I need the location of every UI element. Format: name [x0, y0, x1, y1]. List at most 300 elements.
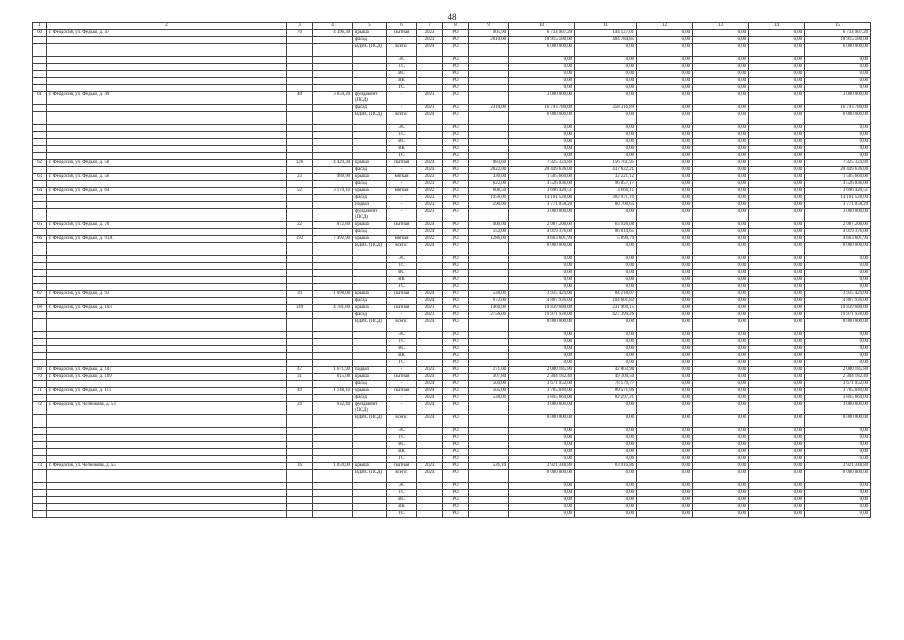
cell-cost: 8 000 000,00 — [509, 44, 575, 57]
cell-value-13: 0,00 — [693, 85, 749, 92]
cell-row-number — [33, 353, 47, 360]
cell-value-12: 0,00 — [637, 402, 693, 415]
cell-source: РО — [443, 449, 469, 456]
cell-value-12: 0,00 — [637, 442, 693, 449]
cell-area — [313, 504, 353, 511]
cell-value-14: 0,00 — [749, 174, 805, 181]
cell-work-type: крыша — [353, 30, 387, 37]
cell-address — [47, 470, 287, 483]
cell-value-13: 0,00 — [693, 30, 749, 37]
cell-volume — [469, 139, 509, 146]
cell-source: РО — [443, 270, 469, 277]
cell-flats: 49 — [287, 388, 313, 395]
cell-flats — [287, 312, 313, 319]
cell-volume — [469, 256, 509, 263]
cell-area — [313, 146, 353, 153]
cell-value-11: 0,00 — [575, 319, 637, 332]
table-row — [33, 174, 871, 181]
cell-total: 8 000 000,00 — [805, 319, 871, 332]
cell-total: 0,00 — [805, 346, 871, 353]
cell-year — [417, 270, 443, 277]
table-row — [33, 402, 871, 415]
table-row — [33, 511, 871, 518]
cell-value-13: 0,00 — [693, 160, 749, 167]
cell-flats — [287, 44, 313, 57]
cell-volume — [469, 146, 509, 153]
cell-area — [313, 270, 353, 277]
cell-source: РО — [443, 381, 469, 388]
table-row — [33, 353, 871, 360]
cell-row-number — [33, 435, 47, 442]
cell-address: г. Феодосия, ул. Федько, д. 107 — [47, 367, 287, 374]
cell-address: г. Феодосия, ул. Федько, д. 109 — [47, 374, 287, 381]
cell-address — [47, 146, 287, 153]
table-row — [33, 222, 871, 229]
cell-area: 932,40 — [313, 402, 353, 415]
cell-row-number — [33, 298, 47, 305]
cell-row-number — [33, 139, 47, 146]
cell-value-14: 0,00 — [749, 37, 805, 44]
cell-work-type: фасад — [353, 312, 387, 319]
cell-value-12: 0,00 — [637, 339, 693, 346]
cell-volume: 1956,00 — [469, 195, 509, 202]
table-row — [33, 167, 871, 174]
cell-address — [47, 209, 287, 222]
cell-row-number: 62 — [33, 160, 47, 167]
cell-value-13: 0,00 — [693, 195, 749, 202]
cell-value-12: 0,00 — [637, 229, 693, 236]
cell-area — [313, 381, 353, 388]
cell-area — [313, 209, 353, 222]
cell-value-11: 0,00 — [575, 44, 637, 57]
cell-value-11: 0,00 — [575, 92, 637, 105]
cell-value-12: 0,00 — [637, 243, 693, 256]
cell-address — [47, 497, 287, 504]
cell-source: РО — [443, 298, 469, 305]
cell-flats — [287, 497, 313, 504]
cell-cost: 0,00 — [509, 57, 575, 64]
cell-cost: 2 987 200,00 — [509, 222, 575, 229]
cell-source: РО — [443, 504, 469, 511]
cell-row-number: 63 — [33, 174, 47, 181]
table-row — [33, 298, 871, 305]
cell-total: 3 000 000,00 — [805, 92, 871, 105]
cell-work-subtype: ТС — [387, 339, 417, 346]
table-row — [33, 209, 871, 222]
cell-row-number — [33, 78, 47, 85]
cell-address — [47, 270, 287, 277]
cell-address — [47, 511, 287, 518]
cell-volume: 528,00 — [469, 395, 509, 402]
cell-flats — [287, 112, 313, 125]
cell-work-type: фасад — [353, 395, 387, 402]
table-row — [33, 125, 871, 132]
table-row — [33, 270, 871, 277]
cell-work-subtype: ЭС — [387, 428, 417, 435]
cell-total: 0,00 — [805, 277, 871, 284]
cell-year: 2024 — [417, 388, 443, 395]
cell-value-11: 0,00 — [575, 428, 637, 435]
cell-total: 8 000 000,00 — [805, 470, 871, 483]
cell-volume: 590,00 — [469, 202, 509, 209]
cell-value-11: 404 784,85 — [575, 37, 637, 44]
cell-work-subtype: ГС — [387, 456, 417, 463]
cell-work-subtype: скатная — [387, 305, 417, 312]
cell-address — [47, 332, 287, 339]
cell-value-13: 0,00 — [693, 284, 749, 291]
cell-work-type: фундамент (ПСД) — [353, 402, 387, 415]
cell-value-12: 0,00 — [637, 483, 693, 490]
cell-address: г. Феодосия, ул. Федько, д. 49 — [47, 92, 287, 105]
cell-work-type: крыша — [353, 236, 387, 243]
cell-work-subtype: ТС — [387, 132, 417, 139]
cell-year: 2022 — [417, 195, 443, 202]
cell-year — [417, 483, 443, 490]
cell-work-subtype: - — [387, 92, 417, 105]
cell-value-13: 0,00 — [693, 346, 749, 353]
column-header: 3 — [287, 23, 313, 30]
cell-cost: 3 000 000,00 — [509, 92, 575, 105]
cell-value-13: 0,00 — [693, 339, 749, 346]
cell-area — [313, 442, 353, 449]
cell-value-11: 0,00 — [575, 490, 637, 497]
cell-value-13: 0,00 — [693, 209, 749, 222]
cell-value-13: 0,00 — [693, 270, 749, 277]
cell-total: 3 935 424,00 — [805, 291, 871, 298]
cell-value-12: 0,00 — [637, 78, 693, 85]
cell-year — [417, 497, 443, 504]
cell-flats: 23 — [287, 174, 313, 181]
cell-value-14: 0,00 — [749, 92, 805, 105]
cell-source: РО — [443, 291, 469, 298]
cell-address — [47, 78, 287, 85]
cell-work-subtype: скатная — [387, 160, 417, 167]
cell-cost: 3 935 424,00 — [509, 291, 575, 298]
cell-value-12: 0,00 — [637, 30, 693, 37]
cell-source: РО — [443, 125, 469, 132]
cell-total: 3 000 000,00 — [805, 402, 871, 415]
cell-source: РО — [443, 263, 469, 270]
cell-value-11: 78 579,77 — [575, 381, 637, 388]
cell-value-12: 0,00 — [637, 209, 693, 222]
cell-work-type — [353, 449, 387, 456]
cell-area — [313, 44, 353, 57]
cell-value-12: 0,00 — [637, 44, 693, 57]
cell-year — [417, 360, 443, 367]
cell-value-11: 0,00 — [575, 85, 637, 92]
cell-cost: 0,00 — [509, 270, 575, 277]
column-header: 7 — [417, 23, 443, 30]
table-row — [33, 30, 871, 37]
cell-value-14: 0,00 — [749, 236, 805, 243]
cell-year: 2024 — [417, 415, 443, 428]
cell-value-14: 0,00 — [749, 85, 805, 92]
cell-flats — [287, 167, 313, 174]
cell-cost: 0,00 — [509, 483, 575, 490]
cell-source: РО — [443, 167, 469, 174]
cell-area: 3 059,20 — [313, 92, 353, 105]
cell-volume — [469, 270, 509, 277]
cell-year — [417, 449, 443, 456]
cell-work-type — [353, 353, 387, 360]
table-row — [33, 346, 871, 353]
cell-value-13: 0,00 — [693, 402, 749, 415]
cell-address — [47, 229, 287, 236]
cell-work-subtype: ЭС — [387, 483, 417, 490]
column-header: 10 — [509, 23, 575, 30]
cell-cost: 3 000 000,00 — [509, 209, 575, 222]
cell-value-12: 0,00 — [637, 305, 693, 312]
cell-total: 1 505 660,00 — [805, 174, 871, 181]
table-row — [33, 456, 871, 463]
cell-address — [47, 483, 287, 490]
cell-cost: 0,00 — [509, 85, 575, 92]
cell-address: г. Феодосия, ул. Челнокова, д. 55 — [47, 463, 287, 470]
cell-total: 0,00 — [805, 64, 871, 71]
cell-value-12: 0,00 — [637, 263, 693, 270]
cell-work-subtype: - — [387, 402, 417, 415]
cell-work-subtype: ВС — [387, 139, 417, 146]
cell-value-12: 0,00 — [637, 511, 693, 518]
cell-year: 2024 — [417, 222, 443, 229]
cell-cost: 18 915 180,00 — [509, 37, 575, 44]
cell-cost: 4 526 036,00 — [509, 181, 575, 188]
cell-value-13: 0,00 — [693, 92, 749, 105]
cell-flats — [287, 319, 313, 332]
cell-work-subtype: - — [387, 181, 417, 188]
cell-value-14: 0,00 — [749, 57, 805, 64]
cell-value-11: 0,00 — [575, 71, 637, 78]
cell-work-subtype: - — [387, 167, 417, 174]
cell-work-type — [353, 483, 387, 490]
cell-source: РО — [443, 202, 469, 209]
cell-work-type — [353, 277, 387, 284]
cell-volume: 505,00 — [469, 388, 509, 395]
cell-area — [313, 332, 353, 339]
cell-area — [313, 167, 353, 174]
cell-area — [313, 483, 353, 490]
cell-row-number — [33, 442, 47, 449]
cell-address: г. Феодосия, ул. Федько, д. 64 — [47, 188, 287, 195]
cell-value-11: 0,00 — [575, 209, 637, 222]
cell-work-type: фасад — [353, 167, 387, 174]
cell-cost: 4 887 936,00 — [509, 298, 575, 305]
cell-area — [313, 85, 353, 92]
cell-address — [47, 44, 287, 57]
cell-cost: 0,00 — [509, 277, 575, 284]
cell-work-subtype: мягкая — [387, 174, 417, 181]
cell-area — [313, 346, 353, 353]
cell-source: РО — [443, 71, 469, 78]
cell-value-12: 0,00 — [637, 298, 693, 305]
cell-value-12: 0,00 — [637, 85, 693, 92]
cell-work-subtype: скатная — [387, 291, 417, 298]
cell-work-type — [353, 339, 387, 346]
cell-value-14: 0,00 — [749, 483, 805, 490]
cell-total: 4 663 601,99 — [805, 236, 871, 243]
cell-work-subtype: - — [387, 395, 417, 402]
cell-value-11: 49 309,50 — [575, 374, 637, 381]
cell-work-type: фасад — [353, 381, 387, 388]
cell-value-12: 0,00 — [637, 125, 693, 132]
cell-work-type — [353, 146, 387, 153]
cell-value-12: 0,00 — [637, 222, 693, 229]
cell-total: 7 325 324,80 — [805, 160, 871, 167]
cell-flats — [287, 504, 313, 511]
cell-volume — [469, 402, 509, 415]
cell-area — [313, 490, 353, 497]
cell-total: 3 000 000,00 — [805, 209, 871, 222]
cell-volume: 608,50 — [469, 188, 509, 195]
cell-year — [417, 57, 443, 64]
cell-area — [313, 470, 353, 483]
cell-work-subtype: ТС — [387, 64, 417, 71]
cell-year — [417, 64, 443, 71]
cell-value-14: 0,00 — [749, 470, 805, 483]
cell-work-type: ВДИС (ПСД) — [353, 44, 387, 57]
cell-year: 2024 — [417, 470, 443, 483]
cell-address: г. Феодосия, ул. Федько, д. 47 — [47, 30, 287, 37]
cell-source: РО — [443, 442, 469, 449]
cell-address — [47, 442, 287, 449]
cell-total: 3 771 058,20 — [805, 202, 871, 209]
cell-address — [47, 64, 287, 71]
cell-value-12: 0,00 — [637, 504, 693, 511]
cell-area — [313, 112, 353, 125]
cell-row-number — [33, 332, 47, 339]
cell-volume — [469, 277, 509, 284]
cell-value-13: 0,00 — [693, 490, 749, 497]
cell-address — [47, 395, 287, 402]
cell-value-11: 80 571,86 — [575, 388, 637, 395]
cell-source: РО — [443, 139, 469, 146]
cell-total: 0,00 — [805, 125, 871, 132]
cell-address — [47, 256, 287, 263]
cell-work-type: ВДИС (ПСД) — [353, 470, 387, 483]
cell-work-subtype: ЭС — [387, 57, 417, 64]
cell-cost: 0,00 — [509, 353, 575, 360]
cell-total: 0,00 — [805, 490, 871, 497]
cell-value-12: 0,00 — [637, 291, 693, 298]
cell-work-type: крыша — [353, 188, 387, 195]
cell-value-14: 0,00 — [749, 181, 805, 188]
table-row — [33, 277, 871, 284]
cell-flats: 16 — [287, 463, 313, 470]
cell-value-14: 0,00 — [749, 243, 805, 256]
cell-area: 4 781,80 — [313, 305, 353, 312]
cell-total: 8 000 000,00 — [805, 44, 871, 57]
cell-work-type: крыша — [353, 305, 387, 312]
cell-year — [417, 85, 443, 92]
cell-work-type: ВДИС (ПСД) — [353, 112, 387, 125]
cell-area — [313, 456, 353, 463]
cell-year — [417, 256, 443, 263]
cell-value-14: 0,00 — [749, 511, 805, 518]
cell-source: РО — [443, 456, 469, 463]
cell-cost: 0,00 — [509, 511, 575, 518]
cell-source: РО — [443, 188, 469, 195]
cell-year: 2023 — [417, 202, 443, 209]
cell-value-11: 0,00 — [575, 442, 637, 449]
cell-area — [313, 57, 353, 64]
cell-address: г. Феодосия, ул. Федько, д. 91А — [47, 236, 287, 243]
cell-value-14: 0,00 — [749, 374, 805, 381]
cell-value-13: 0,00 — [693, 44, 749, 57]
cell-source: РО — [443, 395, 469, 402]
cell-cost: 0,00 — [509, 64, 575, 71]
cell-year: 2023 — [417, 181, 443, 188]
cell-value-14: 0,00 — [749, 195, 805, 202]
cell-flats — [287, 442, 313, 449]
cell-address — [47, 504, 287, 511]
cell-row-number — [33, 483, 47, 490]
page-number: 48 — [447, 12, 457, 22]
cell-value-14: 0,00 — [749, 153, 805, 160]
cell-work-type — [353, 332, 387, 339]
cell-row-number — [33, 181, 47, 188]
cell-total: 0,00 — [805, 263, 871, 270]
cell-total: 3 845 664,00 — [805, 395, 871, 402]
cell-row-number — [33, 284, 47, 291]
cell-flats — [287, 270, 313, 277]
cell-value-13: 0,00 — [693, 435, 749, 442]
cell-row-number: 68 — [33, 305, 47, 312]
cell-flats — [287, 483, 313, 490]
cell-value-12: 0,00 — [637, 153, 693, 160]
cell-cost: 19 971 928,00 — [509, 312, 575, 319]
cell-volume — [469, 415, 509, 428]
table-row — [33, 388, 871, 395]
cell-value-14: 0,00 — [749, 160, 805, 167]
cell-value-13: 0,00 — [693, 305, 749, 312]
cell-value-12: 0,00 — [637, 146, 693, 153]
cell-year: 2024 — [417, 319, 443, 332]
cell-cost: 0,00 — [509, 125, 575, 132]
cell-work-type: фундамент (ПСД) — [353, 209, 387, 222]
cell-volume: 2610,00 — [469, 37, 509, 44]
cell-volume: 2310,00 — [469, 105, 509, 112]
table-row — [33, 202, 871, 209]
cell-value-14: 0,00 — [749, 367, 805, 374]
cell-year: 2023 — [417, 463, 443, 470]
cell-total: 14 181 528,00 — [805, 195, 871, 202]
cell-work-subtype: всего: — [387, 470, 417, 483]
cell-cost: 10 839 680,00 — [509, 305, 575, 312]
cell-year — [417, 153, 443, 160]
cell-value-13: 0,00 — [693, 374, 749, 381]
cell-address — [47, 435, 287, 442]
table-row — [33, 428, 871, 435]
cell-value-14: 0,00 — [749, 456, 805, 463]
cell-total: 20 449 636,00 — [805, 167, 871, 174]
cell-value-12: 0,00 — [637, 277, 693, 284]
table-row — [33, 332, 871, 339]
cell-volume: 526,10 — [469, 463, 509, 470]
cell-row-number — [33, 415, 47, 428]
cell-address — [47, 85, 287, 92]
cell-value-11: 0,00 — [575, 483, 637, 490]
cell-value-13: 0,00 — [693, 243, 749, 256]
cell-cost: 0,00 — [509, 360, 575, 367]
cell-year — [417, 132, 443, 139]
cell-area — [313, 497, 353, 504]
cell-area — [313, 298, 353, 305]
cell-work-type: крыша — [353, 174, 387, 181]
cell-work-subtype: ЭС — [387, 256, 417, 263]
cell-value-13: 0,00 — [693, 367, 749, 374]
cell-value-13: 0,00 — [693, 463, 749, 470]
cell-work-subtype: ГС — [387, 360, 417, 367]
